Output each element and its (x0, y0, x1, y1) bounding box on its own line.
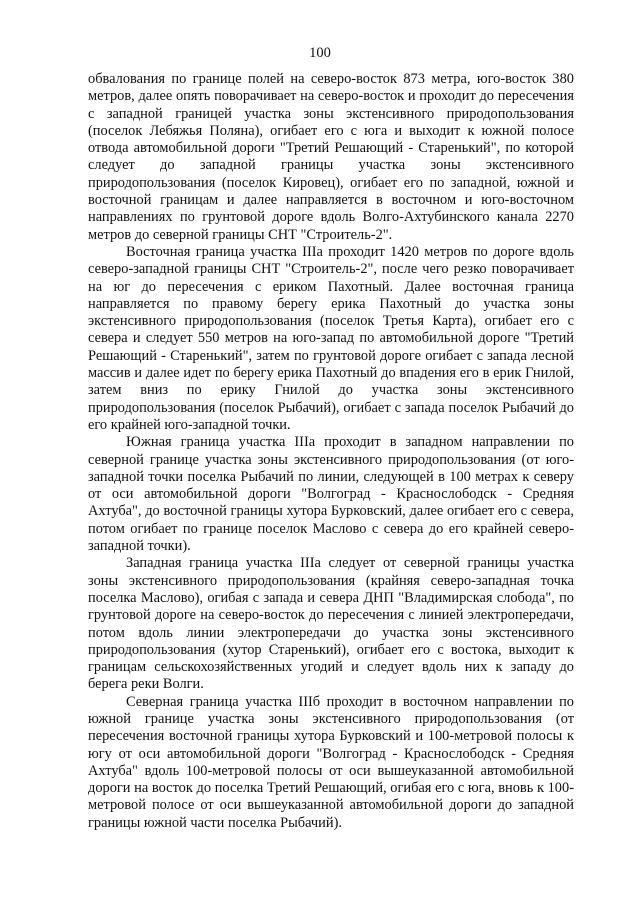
paragraph-southern-boundary: Южная граница участка IIIа проходит в западном направлении по северной границе участка зоны экстенсивного природопользования (от юго-западной точки поселка Рыбачий по линии, следующей в 100 метрах к северу от оси автомобильной дороги "Волгоград - Краснослободск - Средняя Ахтуба", до восточной границы хутора Бурковский, далее огибает его с севера, потом огибает по границе поселок Маслово с севера до его крайней северо-западной точки). (88, 434, 574, 555)
page-number: 100 (309, 45, 331, 61)
paragraph-eastern-boundary: Восточная граница участка IIIа проходит 1420 метров по дороге вдоль северо-западной границы СНТ "Строитель-2", после чего резко поворачивает на юг до пересечения с ериком Пахотный. Далее восточная граница направляется по правому берегу ерика Пахотный до участка зоны экстенсивного природопользования (поселок Третья Карта), огибает его с севера и следует 550 метров на юго-запад по автомобильной дороге "Третий Решающий - Старенький", затем по грунтовой дороге огибает с запада лесной массив и далее идет по берегу ерика Пахотный до впадения его в ерик Гнилой, затем вниз по ерику Гнилой до участка зоны экстенсивного природопользования (поселок Рыбачий), огибает с запада поселок Рыбачий до его крайней юго-западной точки. (88, 243, 574, 433)
paragraph-western-boundary: Западная граница участка IIIа следует от северной границы участка зоны экстенсивного природопользования (крайняя северо-западная точка поселка Маслово), огибая с запада и севера ДНП "Владимирская слобода", по грунтовой дороге на северо-восток до пересечения с линией электропередачи, потом вдоль линии электропередачи до участка зоны экстенсивного природопользования (хутор Старенький), огибает его с востока, выходит к границам сельскохозяйственных угодий и следует вдоль них к западу до берега реки Волги. (88, 555, 574, 693)
document-body (88, 71, 574, 832)
paragraph-northern-boundary: Северная граница участка IIIб проходит в восточном направлении по южной границе участка зоны экстенсивного природопользования (от пересечения восточной границы хутора Бурковский и 100-метровой полосы к югу от оси автомобильной дороги "Волгоград - Краснослободск - Средняя Ахтуба" вдоль 100-метровой полосы от оси вышеуказанной автомобильной дороги на восток до поселка Третий Решающий, огибая его с юга, вновь к 100-метровой полосе от оси вышеуказанной автомобильной дороги до западной границы южной части поселка Рыбачий). (88, 693, 574, 831)
paragraph-continuation: обвалования по границе полей на северо-восток 873 метра, юго-восток 380 метров, далее опять поворачивает на северо-восток и проходит до пересечения с западной границей участка зоны экстенсивного природопользования (поселок Лебяжья Поляна), огибает его с юга и выходит к южной полосе отвода автомобильной дороги "Третий Решающий - Старенький", по которой следует до западной границы участка зоны экстенсивного природопользования (поселок Кировец), огибает его по западной, южной и восточной границам и далее направляется в восточном и юго-восточном направлениях по грунтовой дороге вдоль Волго-Ахтубинского канала 2270 метров до северной границы СНТ "Строитель-2". (88, 71, 574, 243)
